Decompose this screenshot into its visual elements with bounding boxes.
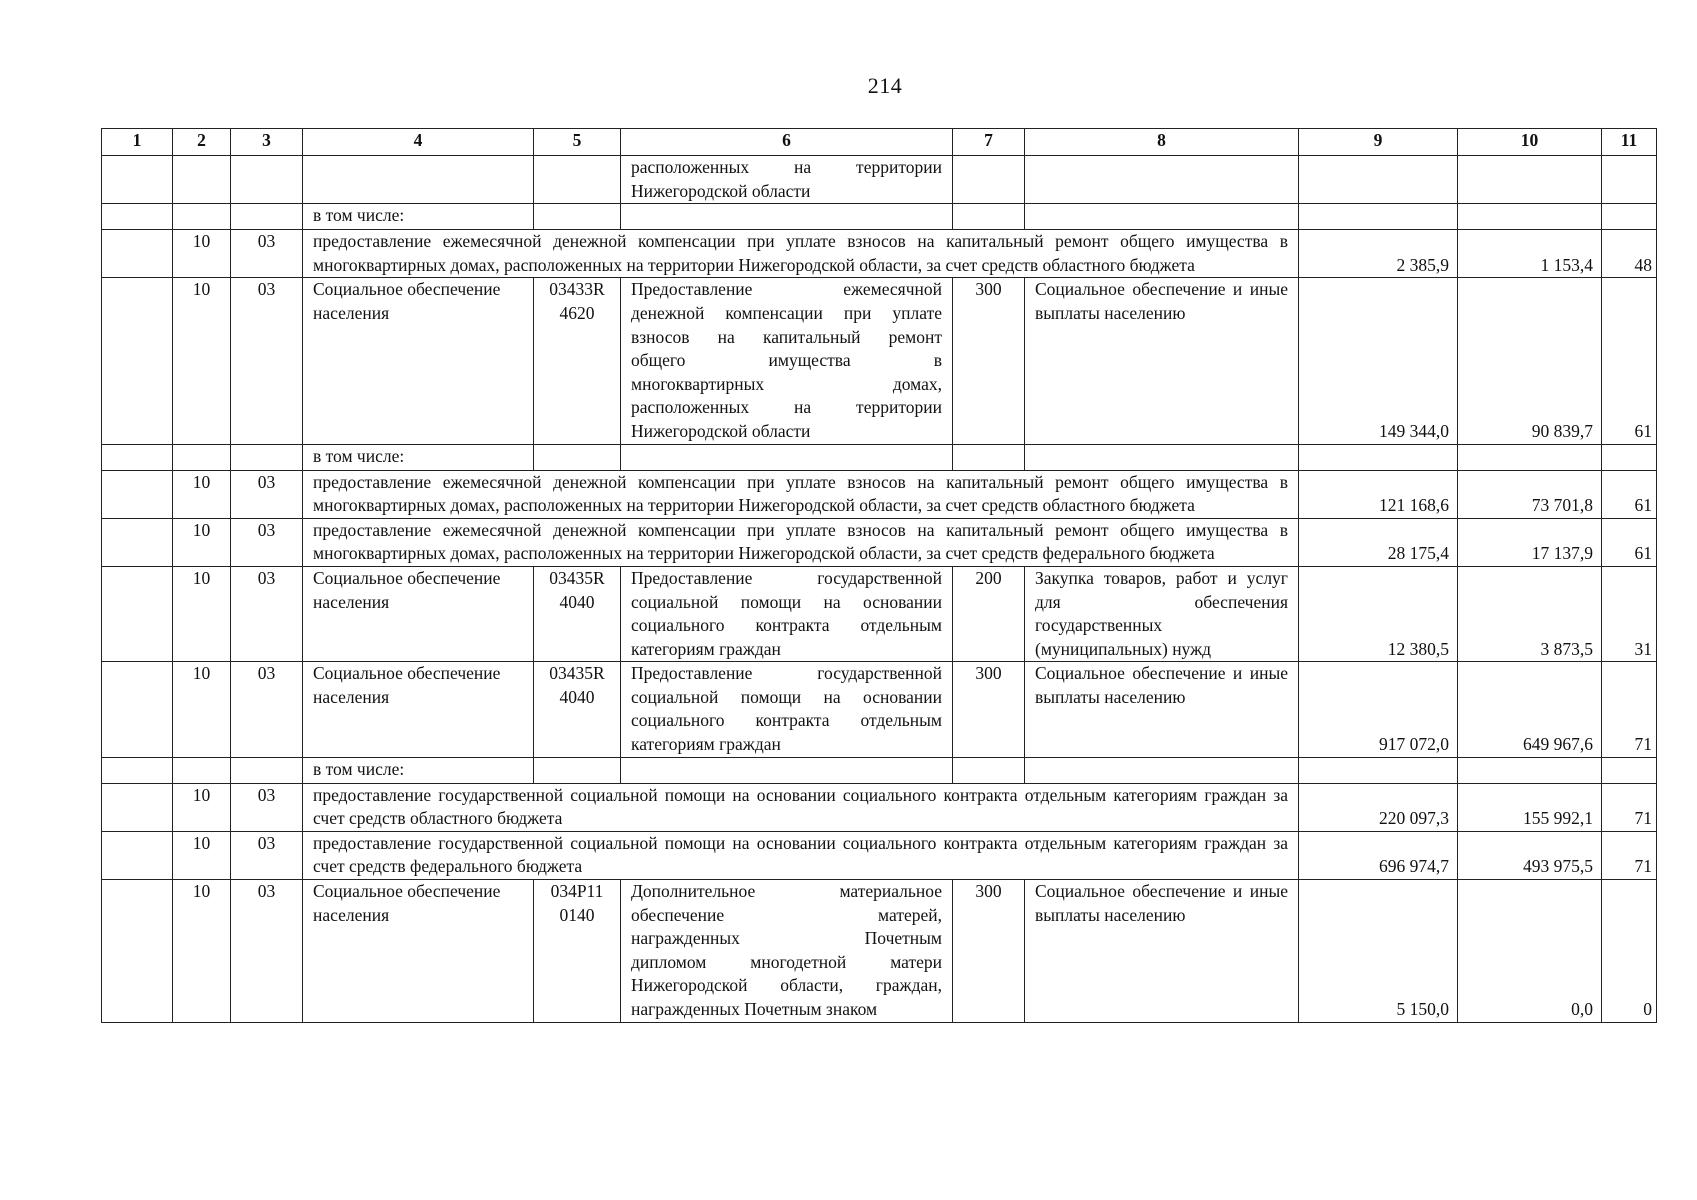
section-name: Социальное обеспечение населения: [303, 278, 534, 444]
amount-col-9: 28 175,4: [1299, 518, 1458, 566]
table-body: [102, 156, 1657, 1023]
cell-col-8: [1025, 156, 1299, 204]
table-row: [102, 831, 1657, 879]
table-row: [102, 662, 1657, 757]
cell-line: категориям граждан: [631, 734, 781, 755]
cell-line: награжденных Почетным знаком: [631, 999, 878, 1019]
cell-col-10: [1458, 757, 1602, 783]
expense-description: [621, 880, 953, 1023]
subheading-label: в том числе:: [303, 757, 534, 783]
cell-col-7: [953, 757, 1025, 783]
target-article-code: 03433R 4620: [534, 278, 621, 444]
cell-col-10: [1458, 204, 1602, 230]
section-code: 10: [173, 831, 231, 879]
cell-col-11: [1602, 444, 1657, 470]
cell-col-2: [173, 204, 231, 230]
section-code: 10: [173, 566, 231, 661]
target-article-code: 03435R 4040: [534, 566, 621, 661]
column-header-7: 7: [953, 129, 1025, 156]
subsection-code: 03: [231, 518, 303, 566]
section-code: 10: [173, 518, 231, 566]
percent-col-11: 71: [1602, 662, 1657, 757]
expense-type-code: 300: [953, 880, 1025, 1023]
table-row: [102, 783, 1657, 831]
cell-col-7: [953, 204, 1025, 230]
row-description: предоставление ежемесячной денежной компенсации при уплате взносов на капитальный ремонт общего имущества в многоквартирных домах, расположенных на территории Нижегородской области, за счет средств областного бюджета: [303, 470, 1299, 518]
cell-col-1: [102, 278, 173, 444]
subheading-label: в том числе:: [303, 444, 534, 470]
subsection-code: 03: [231, 831, 303, 879]
expense-type-code: 200: [953, 566, 1025, 661]
table-row: [102, 278, 1657, 444]
table-row: [102, 470, 1657, 518]
section-code: 10: [173, 278, 231, 444]
cell-col-6: [621, 444, 953, 470]
cell-col-1: [102, 831, 173, 879]
expense-description: [621, 662, 953, 757]
cell-col-5: [534, 444, 621, 470]
target-article-code: 034P11 0140: [534, 880, 621, 1023]
cell-col-1: [102, 230, 173, 278]
expense-description: [621, 566, 953, 661]
cell-col-2: [173, 156, 231, 204]
amount-col-10: 0,0: [1458, 880, 1602, 1023]
column-header-5: 5: [534, 129, 621, 156]
expense-type-name: Социальное обеспечение и иные выплаты населению: [1025, 880, 1299, 1023]
cell-col-5: [534, 757, 621, 783]
percent-col-11: 0: [1602, 880, 1657, 1023]
amount-col-9: 149 344,0: [1299, 278, 1458, 444]
column-header-2: 2: [173, 129, 231, 156]
cell-line: социальной помощи на основании: [631, 686, 942, 707]
expense-type-name: Социальное обеспечение и иные выплаты населению: [1025, 662, 1299, 757]
cell-line: социальной помощи на основании: [631, 591, 942, 612]
cell-col-11: [1602, 156, 1657, 204]
table-header-row: [102, 129, 1657, 156]
table-row: [102, 566, 1657, 661]
column-header-1: 1: [102, 129, 173, 156]
percent-col-11: 71: [1602, 783, 1657, 831]
cell-col-7: [953, 156, 1025, 204]
section-code: 10: [173, 783, 231, 831]
cell-line: расположенных на территории: [631, 397, 942, 418]
cell-col-11: [1602, 204, 1657, 230]
page-number: 214: [867, 73, 903, 98]
amount-col-10: 649 967,6: [1458, 662, 1602, 757]
subsection-code: 03: [231, 470, 303, 518]
amount-col-10: 155 992,1: [1458, 783, 1602, 831]
expense-description: [621, 278, 953, 444]
cell-col-5: [534, 156, 621, 204]
amount-col-10: 90 839,7: [1458, 278, 1602, 444]
cell-col-1: [102, 156, 173, 204]
cell-line: общего имущества в: [631, 350, 942, 371]
cell-line: Нижегородской области: [631, 180, 811, 201]
cell-line: категориям граждан: [631, 638, 781, 659]
cell-col-1: [102, 566, 173, 661]
amount-col-9: 121 168,6: [1299, 470, 1458, 518]
cell-col-1: [102, 470, 173, 518]
section-code: 10: [173, 470, 231, 518]
cell-line: дипломом многодетной матери: [631, 951, 942, 972]
cell-col-9: [1299, 204, 1458, 230]
table-row: [102, 204, 1657, 230]
subsection-code: 03: [231, 278, 303, 444]
cell-line: Предоставление государственной: [631, 567, 942, 588]
cell-col-1: [102, 783, 173, 831]
cell-col-7: [953, 444, 1025, 470]
amount-col-9: 220 097,3: [1299, 783, 1458, 831]
percent-col-11: 61: [1602, 278, 1657, 444]
cell-col-2: [173, 444, 231, 470]
amount-col-9: 12 380,5: [1299, 566, 1458, 661]
cell-col-4: [303, 156, 534, 204]
amount-col-9: 5 150,0: [1299, 880, 1458, 1023]
section-code: 10: [173, 230, 231, 278]
amount-col-10: 73 701,8: [1458, 470, 1602, 518]
expense-type-code: 300: [953, 662, 1025, 757]
cell-col-3: [231, 204, 303, 230]
column-header-6: 6: [621, 129, 953, 156]
table-row: [102, 444, 1657, 470]
cell-col-1: [102, 880, 173, 1023]
cell-col-8: [1025, 444, 1299, 470]
cell-col-11: [1602, 757, 1657, 783]
cell-col-1: [102, 444, 173, 470]
cell-line: социального контракта отдельным: [631, 615, 942, 636]
column-header-10: 10: [1458, 129, 1602, 156]
row-description: предоставление государственной социальной помощи на основании социального контракта отдельным категориям граждан за счет средств областного бюджета: [303, 783, 1299, 831]
amount-col-10: 3 873,5: [1458, 566, 1602, 661]
subsection-code: 03: [231, 880, 303, 1023]
cell-col-9: [1299, 757, 1458, 783]
cell-col-3: [231, 444, 303, 470]
target-article-code: 03435R 4040: [534, 662, 621, 757]
cell-line: Нижегородской области, граждан,: [631, 975, 942, 996]
column-header-8: 8: [1025, 129, 1299, 156]
cell-col-10: [1458, 156, 1602, 204]
row-description: предоставление государственной социальной помощи на основании социального контракта отдельным категориям граждан за счет средств федерального бюджета: [303, 831, 1299, 879]
cell-line: Нижегородской области: [631, 420, 811, 441]
column-header-3: 3: [231, 129, 303, 156]
cell-col-9: [1299, 156, 1458, 204]
subsection-code: 03: [231, 566, 303, 661]
cell-col-5: [534, 204, 621, 230]
table-row: [102, 156, 1657, 204]
cell-line: обеспечение матерей,: [631, 904, 942, 925]
cell-col-1: [102, 757, 173, 783]
section-name: Социальное обеспечение населения: [303, 566, 534, 661]
section-code: 10: [173, 662, 231, 757]
table-row: [102, 757, 1657, 783]
cell-col-6: [621, 156, 953, 204]
amount-col-10: 493 975,5: [1458, 831, 1602, 879]
section-code: 10: [173, 880, 231, 1023]
cell-col-9: [1299, 444, 1458, 470]
expense-type-name: Социальное обеспечение и иные выплаты населению: [1025, 278, 1299, 444]
budget-table: [101, 128, 1657, 1023]
cell-col-3: [231, 156, 303, 204]
row-description: предоставление ежемесячной денежной компенсации при уплате взносов на капитальный ремонт общего имущества в многоквартирных домах, расположенных на территории Нижегородской области, за счет средств областного бюджета: [303, 230, 1299, 278]
cell-line: денежной компенсации при уплате: [631, 302, 942, 323]
percent-col-11: 61: [1602, 518, 1657, 566]
column-header-9: 9: [1299, 129, 1458, 156]
cell-col-6: [621, 204, 953, 230]
cell-col-8: [1025, 757, 1299, 783]
table-row: [102, 880, 1657, 1023]
subsection-code: 03: [231, 230, 303, 278]
cell-col-1: [102, 662, 173, 757]
cell-line: взносов на капитальный ремонт: [631, 326, 942, 347]
subsection-code: 03: [231, 783, 303, 831]
cell-col-8: [1025, 204, 1299, 230]
expense-type-code: 300: [953, 278, 1025, 444]
percent-col-11: 61: [1602, 470, 1657, 518]
amount-col-9: 696 974,7: [1299, 831, 1458, 879]
amount-col-10: 1 153,4: [1458, 230, 1602, 278]
table-row: [102, 518, 1657, 566]
cell-line: социального контракта отдельным: [631, 710, 942, 731]
cell-col-6: [621, 757, 953, 783]
amount-col-9: 917 072,0: [1299, 662, 1458, 757]
subsection-code: 03: [231, 662, 303, 757]
row-description: предоставление ежемесячной денежной компенсации при уплате взносов на капитальный ремонт общего имущества в многоквартирных домах, расположенных на территории Нижегородской области, за счет средств федерального бюджета: [303, 518, 1299, 566]
percent-col-11: 48: [1602, 230, 1657, 278]
cell-line: Предоставление ежемесячной: [631, 279, 942, 300]
column-header-4: 4: [303, 129, 534, 156]
cell-col-3: [231, 757, 303, 783]
cell-col-10: [1458, 444, 1602, 470]
cell-line: многоквартирных домах,: [631, 373, 942, 394]
section-name: Социальное обеспечение населения: [303, 880, 534, 1023]
cell-col-1: [102, 518, 173, 566]
table-row: [102, 230, 1657, 278]
cell-line: Дополнительное материальное: [631, 881, 942, 902]
cell-line: награжденных Почетным: [631, 928, 942, 949]
amount-col-9: 2 385,9: [1299, 230, 1458, 278]
cell-col-1: [102, 204, 173, 230]
subheading-label: в том числе:: [303, 204, 534, 230]
percent-col-11: 71: [1602, 831, 1657, 879]
cell-line: Предоставление государственной: [631, 663, 942, 684]
column-header-11: 11: [1602, 129, 1657, 156]
percent-col-11: 31: [1602, 566, 1657, 661]
section-name: Социальное обеспечение населения: [303, 662, 534, 757]
expense-type-name: Закупка товаров, работ и услуг для обеспечения государственных (муниципальных) нужд: [1025, 566, 1299, 661]
amount-col-10: 17 137,9: [1458, 518, 1602, 566]
cell-line: расположенных на территории: [631, 157, 942, 177]
cell-col-2: [173, 757, 231, 783]
